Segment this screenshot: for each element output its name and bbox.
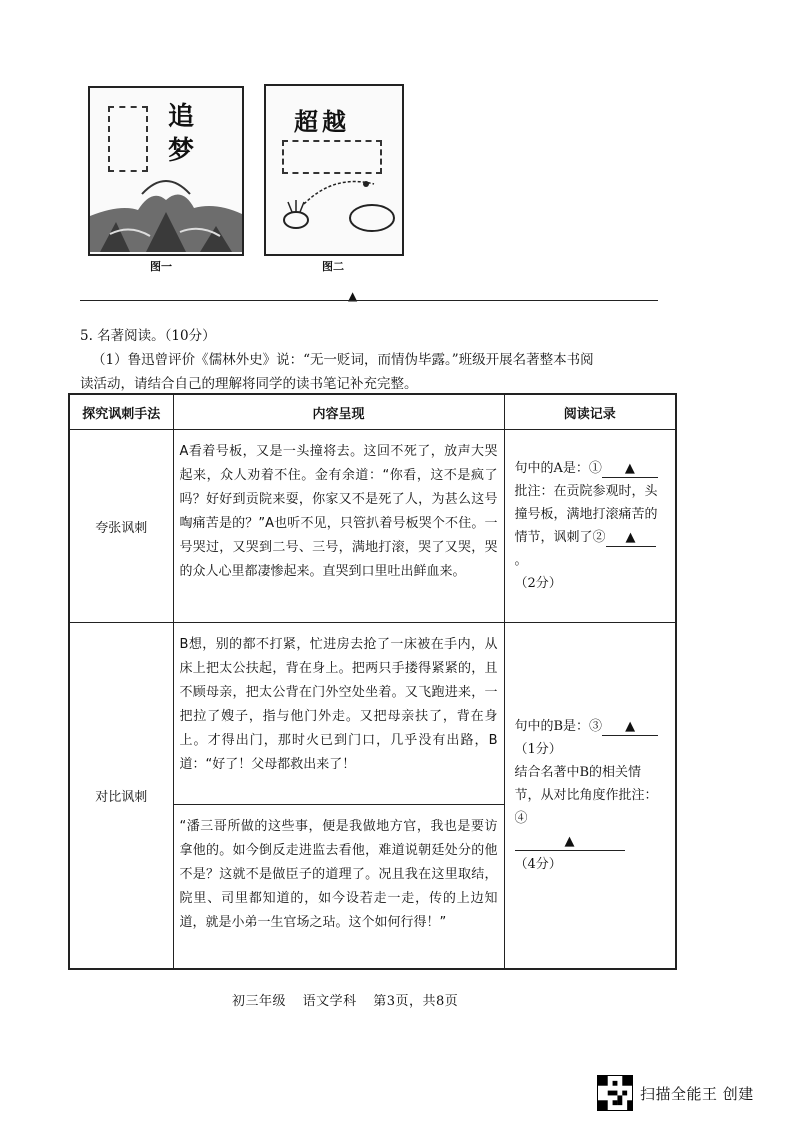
record-b-annotation: 结合名著中B的相关情节，从对比角度作批注：④ bbox=[514, 764, 658, 826]
header-record: 阅读记录 bbox=[504, 394, 676, 430]
table-header-row bbox=[69, 394, 676, 430]
qr-code-icon bbox=[597, 1075, 633, 1111]
record-a-prefix: 句中的A是：① bbox=[514, 461, 602, 476]
record-a-score: （2分） bbox=[514, 576, 562, 591]
figure-one-blank-box bbox=[108, 106, 148, 172]
mountain-illustration bbox=[90, 174, 242, 252]
scanner-label: 扫描全能王 创建 bbox=[640, 1085, 754, 1103]
question-header: 5. 名著阅读。（10分） bbox=[80, 328, 216, 344]
method-cell-exaggeration: 夸张讽刺 bbox=[69, 430, 173, 623]
blank-marker: ▲ bbox=[625, 718, 636, 734]
record-cell-contrast bbox=[504, 623, 676, 969]
blank-marker: ▲ bbox=[625, 530, 636, 545]
question-intro-line-2: 读活动，请结合自己的理解将同学的读书笔记补充完整。 bbox=[80, 376, 418, 392]
trajectory-illustration bbox=[274, 178, 398, 234]
figure-two-blank-box bbox=[282, 140, 382, 174]
content-cell-exaggeration: A看着号板，又是一头撞将去。这回不死了，放声大哭起来，众人劝着不住。金有余道：“你看，这不是疯了吗？好好到贡院来耍，你家又不是死了人，为甚么这号啕痛苦是的？”A也听不见，只管扒着号板哭个不住。一号哭过，又哭到二号、三号，满地打滚，哭了又哭，哭的众人心里都凄惨起来。直哭到口里吐出鲜血来。 bbox=[173, 430, 504, 623]
figure-one-title-1: 追 bbox=[168, 102, 195, 132]
record-cell-exaggeration bbox=[504, 430, 676, 623]
answer-blank-2[interactable] bbox=[606, 530, 656, 547]
figure-one bbox=[88, 86, 244, 256]
blank-marker: ▲ bbox=[624, 461, 635, 476]
figure-two-title: 超越 bbox=[294, 107, 350, 136]
answer-marker: ▲ bbox=[348, 289, 358, 303]
figure-one-title-2: 梦 bbox=[168, 136, 195, 166]
blank-marker: ▲ bbox=[564, 833, 575, 849]
figure-one-caption: 图一 bbox=[150, 260, 172, 273]
answer-blank-4[interactable] bbox=[515, 834, 625, 851]
record-b-prefix: 句中的B是：③ bbox=[514, 718, 603, 734]
answer-blank-3[interactable] bbox=[602, 719, 658, 736]
content-cell-contrast-c: “潘三哥所做的这些事，便是我做地方官，我也是要访拿他的。如今倒反走进监去看他，难道说朝廷处分的他不是？这就不是做臣子的道理了。况且我在这里取结，院里、司里都知道的，如今设若走一走，传的上边知道，就是小弟一生官场之玷。这个如何行得！” bbox=[173, 805, 504, 969]
period: 。 bbox=[514, 553, 528, 568]
record-b-score-2: （4分） bbox=[514, 856, 562, 872]
answer-line bbox=[80, 300, 658, 301]
header-content: 内容呈现 bbox=[173, 394, 504, 430]
header-method: 探究讽刺手法 bbox=[69, 394, 173, 430]
record-a-annotation: 批注：在贡院参观时，头撞号板，满地打滚痛苦的情节，讽刺了② bbox=[514, 484, 658, 545]
figure-two-caption: 图二 bbox=[322, 260, 344, 273]
figure-two bbox=[264, 84, 404, 256]
method-cell-contrast: 对比讽刺 bbox=[69, 623, 173, 969]
answer-blank-1[interactable] bbox=[602, 461, 658, 478]
page-footer: 初三年级 语文学科 第3页，共8页 bbox=[232, 994, 459, 1009]
table-row bbox=[69, 430, 676, 623]
content-cell-contrast-b: B想，别的都不打紧，忙进房去抢了一床被在手内，从床上把太公扶起，背在身上。把两只手搂得紧紧的，且不顾母亲，把太公背在门外空处坐着。又飞跑进来，一把拉了嫂子，指与他门外走。又把母亲扶了，背在身上。才得出门，那时火已到门口，几乎没有出路，B道：“好了！父母都救出来了！ bbox=[173, 623, 504, 805]
table-row bbox=[69, 623, 676, 805]
record-b-score-1: （1分） bbox=[514, 741, 562, 757]
question-intro-line-1: （1）鲁迅曾评价《儒林外史》说：“无一贬词，而情伪毕露。”班级开展名著整本书阅 bbox=[92, 352, 594, 368]
reading-notes-table bbox=[68, 393, 677, 970]
